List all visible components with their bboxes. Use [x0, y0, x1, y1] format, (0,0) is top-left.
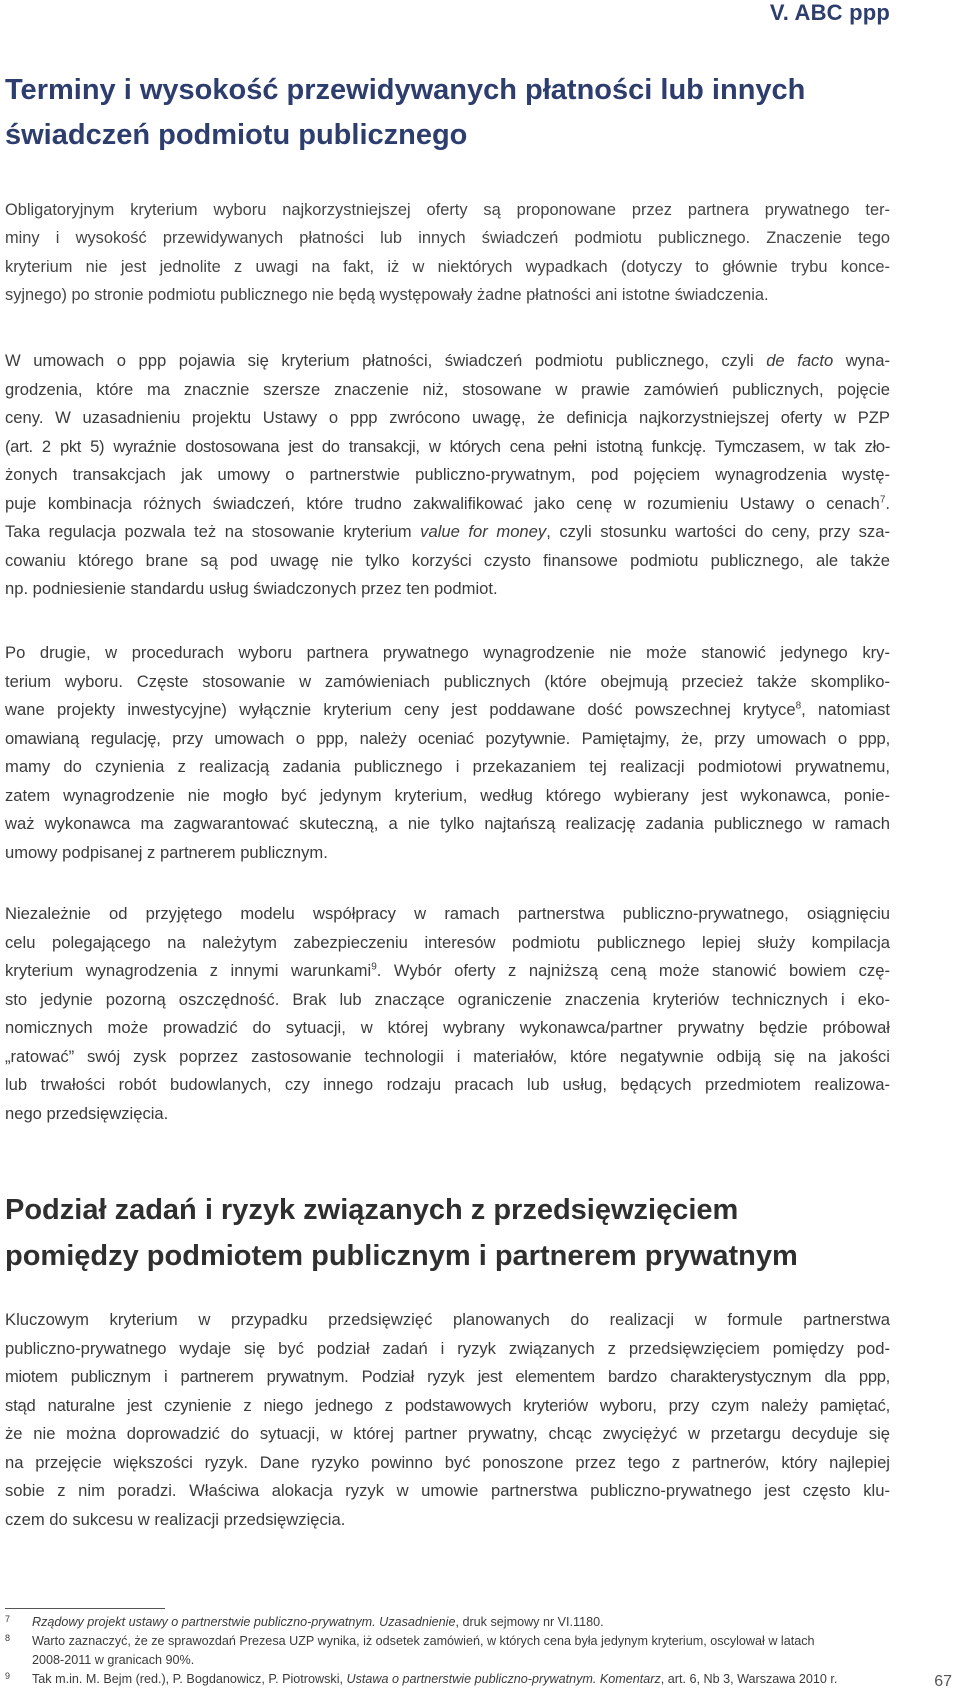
paragraph-risk-criterion [5, 1306, 890, 1534]
title-line: świadczeń podmiotu publicznego [5, 119, 468, 151]
text-line: nomicznych może prowadzić do sytuacji, w której wybrany wykonawca/partner prywatny będzie próbował [5, 1018, 890, 1037]
text-line: W umowach o ppp pojawia się kryterium płatności, świadczeń podmiotu publicznego, czyli de facto wyna- [5, 351, 891, 370]
footnote-ref-7[interactable]: 7 [879, 493, 886, 505]
text-line: wane projekty inwestycyjne) wyłącznie kryterium ceny jest poddawane dość powszechnej krytyce$^8$, natomiast [5, 700, 890, 719]
text-line: ceny. W uzasadnieniu projektu Ustawy o ppp zwrócono uwagę, że definicja najkorzystniejszej oferty w PZP [5, 408, 890, 427]
text-line: sto jedynie pozorną oszczędność. Brak lub znaczące ograniczenie znaczenia kryteriów technicznych i eko- [5, 989, 890, 1009]
text-line: Po drugie, w procedurach wyboru partnera prywatnego wynagrodzenie nie może stanowić jedynego kry- [5, 643, 890, 662]
footnote-9: 9 Tak m.in. M. Bejm (red.), P. Bogdanowicz, P. Piotrowski, Ustawa o partnerstwie publiczno-prywatnym. Komentarz, art. 6, Nb 3, Warszawa 2010 r. [5, 1670, 895, 1689]
text-line: terium wyboru. Częste stosowanie w zamówieniach publicznych (które obejmują przecież także skompliko- [5, 671, 890, 691]
section-title-risk-allocation [5, 1187, 905, 1279]
text-line: miny i wysokość przewidywanych płatności lub innych świadczeń podmiotu publicznego. Znaczenie tego [5, 229, 890, 248]
text-line: nego przedsięwzięcia. [5, 1103, 169, 1123]
footnotes [5, 1613, 895, 1689]
text-line: lub trwałości robót budowlanych, czy innego rodzaju pracach lub usług, będących przedmiotem realizowa- [5, 1075, 890, 1094]
text-line: waż wykonawca ma zagwarantować skuteczną, a nie tylko najtańszą realizację zadania publicznego w ramach [5, 814, 890, 833]
page-number: 67 [934, 1673, 952, 1690]
title-line: Terminy i wysokość przewidywanych płatności lub innych [5, 74, 806, 106]
text-line: że nie można doprowadzić do sytuacji, w której partner prywatny, chcąc zwyciężyć w przetargu decyduje się [5, 1424, 890, 1443]
footnote-7: 7 Rządowy projekt ustawy o partnerstwie publiczno-prywatnym. Uzasadnienie, druk sejmowy nr VI.1180. [5, 1613, 895, 1632]
text-line: (art. 2 pkt 5) wyraźnie dostosowana jest do transakcji, w których cena pełni istotną funkcję. Tymczasem, w tak zło- [5, 436, 890, 456]
text-line: grodzenia, które ma znacznie szersze znaczenie niż, stosowane w prawie zamówień publicznych, pojęcie [5, 379, 890, 399]
text-line: żonych transakcjach jak umowy o partnerstwie publiczno-prywatnym, pod pojęciem wynagrodzenia wystę- [5, 465, 890, 484]
paragraph-cooperation-model [5, 900, 890, 1128]
text-line: np. podniesienie standardu usług świadczonych przez ten podmiot. [5, 579, 498, 598]
section-title-payments [5, 68, 905, 158]
text-line: cowaniu którego brane są pod uwagę nie tylko korzyści czysto finansowe podmiotu publicznego, ale także [5, 550, 890, 570]
text-line: czem do sukcesu w realizacji przedsięwzięcia. [5, 1509, 346, 1529]
paragraph-obligatory-criterion [5, 196, 890, 309]
title-line: Podział zadań i ryzyk związanych z przedsięwzięciem [5, 1194, 739, 1226]
footnote-8: 8 Warto zaznaczyć, że ze sprawozdań Prezesa UZP wynika, iż odsetek zamówień, w których cena była jedynym kryterium, oscylował w latach 2008-2011 w granicach 90%. [5, 1632, 895, 1670]
text-line: syjnego) po stronie podmiotu publicznego nie będą występowały żadne płatności ani istotne świadczenia. [5, 285, 769, 304]
text-line: stąd naturalne jest czynienie z niego jednego z podstawowych kryteriów wyboru, przy czym należy pamiętać, [5, 1395, 890, 1415]
paragraph-payment-criterion [5, 347, 890, 604]
text-line: celu polegającego na należytym zabezpieczeniu interesów podmiotu publicznego lepiej służy kompilacja [5, 932, 890, 952]
text-line: mamy do czynienia z realizacją zadania publicznego i przekazaniem tej realizacji podmiotowi prywatnemu, [5, 757, 890, 776]
footnote-number: 8 [5, 1633, 11, 1643]
text-line: Niezależnie od przyjętego modelu współpracy w ramach partnerstwa publiczno-prywatnego, osiągnięciu [5, 904, 890, 923]
text-line: kryterium wynagrodzenia z innymi warunkami$^9$. Wybór oferty z najniższą ceną może stanowić bowiem czę- [5, 961, 890, 980]
text-line: umowy podpisanej z partnerem publicznym. [5, 842, 328, 862]
text-line: Taka regulacja pozwala też na stosowanie kryterium value for money, czyli stosunku wartości do ceny, przy sza- [5, 522, 890, 541]
text-line: omawianą regulację, przy umowach o ppp, należy oceniać pozytywnie. Pamiętajmy, że, przy umowach o ppp, [5, 728, 890, 748]
footnote-ref-8[interactable]: 8 [795, 700, 802, 712]
text-line: Obligatoryjnym kryterium wyboru najkorzystniejszej oferty są proponowane przez partnera prywatnego ter- [5, 201, 890, 219]
text-line: „ratować” swój zysk poprzez zastosowanie technologii i materiałów, które negatywnie odbiją się na jakości [5, 1046, 890, 1066]
text-line: zatem wynagrodzenie nie mogło być jedynym kryterium, według którego wybierany jest wykonawca, ponie- [5, 785, 890, 805]
footnote-divider [5, 1608, 165, 1609]
text-line: publiczno-prywatnego wydaje się być podział zadań i ryzyk związanych z przedsięwzięciem pomiędzy pod- [5, 1338, 890, 1358]
text-line: na przejęcie większości ryzyk. Dane ryzyko powinno być ponoszone przez tego z partnerów, który najlepiej [5, 1452, 890, 1472]
title-line: pomiędzy podmiotem publicznym i partnerem prywatnym [5, 1240, 798, 1272]
text-line: sobie z nim poradzi. Właściwa alokacja ryzyk w umowie partnerstwa publiczno-prywatnego jest często klu- [5, 1481, 890, 1500]
paragraph-remuneration [5, 639, 890, 867]
text-line: kryterium nie jest jednolite z uwagi na fakt, iż w niektórych wypadkach (dotyczy to głównie trybu konce- [5, 257, 890, 276]
text-line: miotem publicznym i partnerem prywatnym. Podział ryzyk jest elementem bardzo charakterystycznym dla ppp, [5, 1367, 890, 1386]
footnote-number: 9 [5, 1671, 11, 1681]
text-line: puje kombinacja różnych świadczeń, które trudno zakwalifikować jako cenę w rozumieniu Ustawy o cenach$^7$. [5, 493, 890, 513]
chapter-header: V. ABC ppp [769, 0, 890, 25]
text-line: Kluczowym kryterium w przypadku przedsięwzięć planowanych do realizacji w formule partnerstwa [5, 1310, 890, 1329]
footnote-ref-9[interactable]: 9 [371, 961, 377, 973]
footnote-number: 7 [5, 1614, 11, 1624]
